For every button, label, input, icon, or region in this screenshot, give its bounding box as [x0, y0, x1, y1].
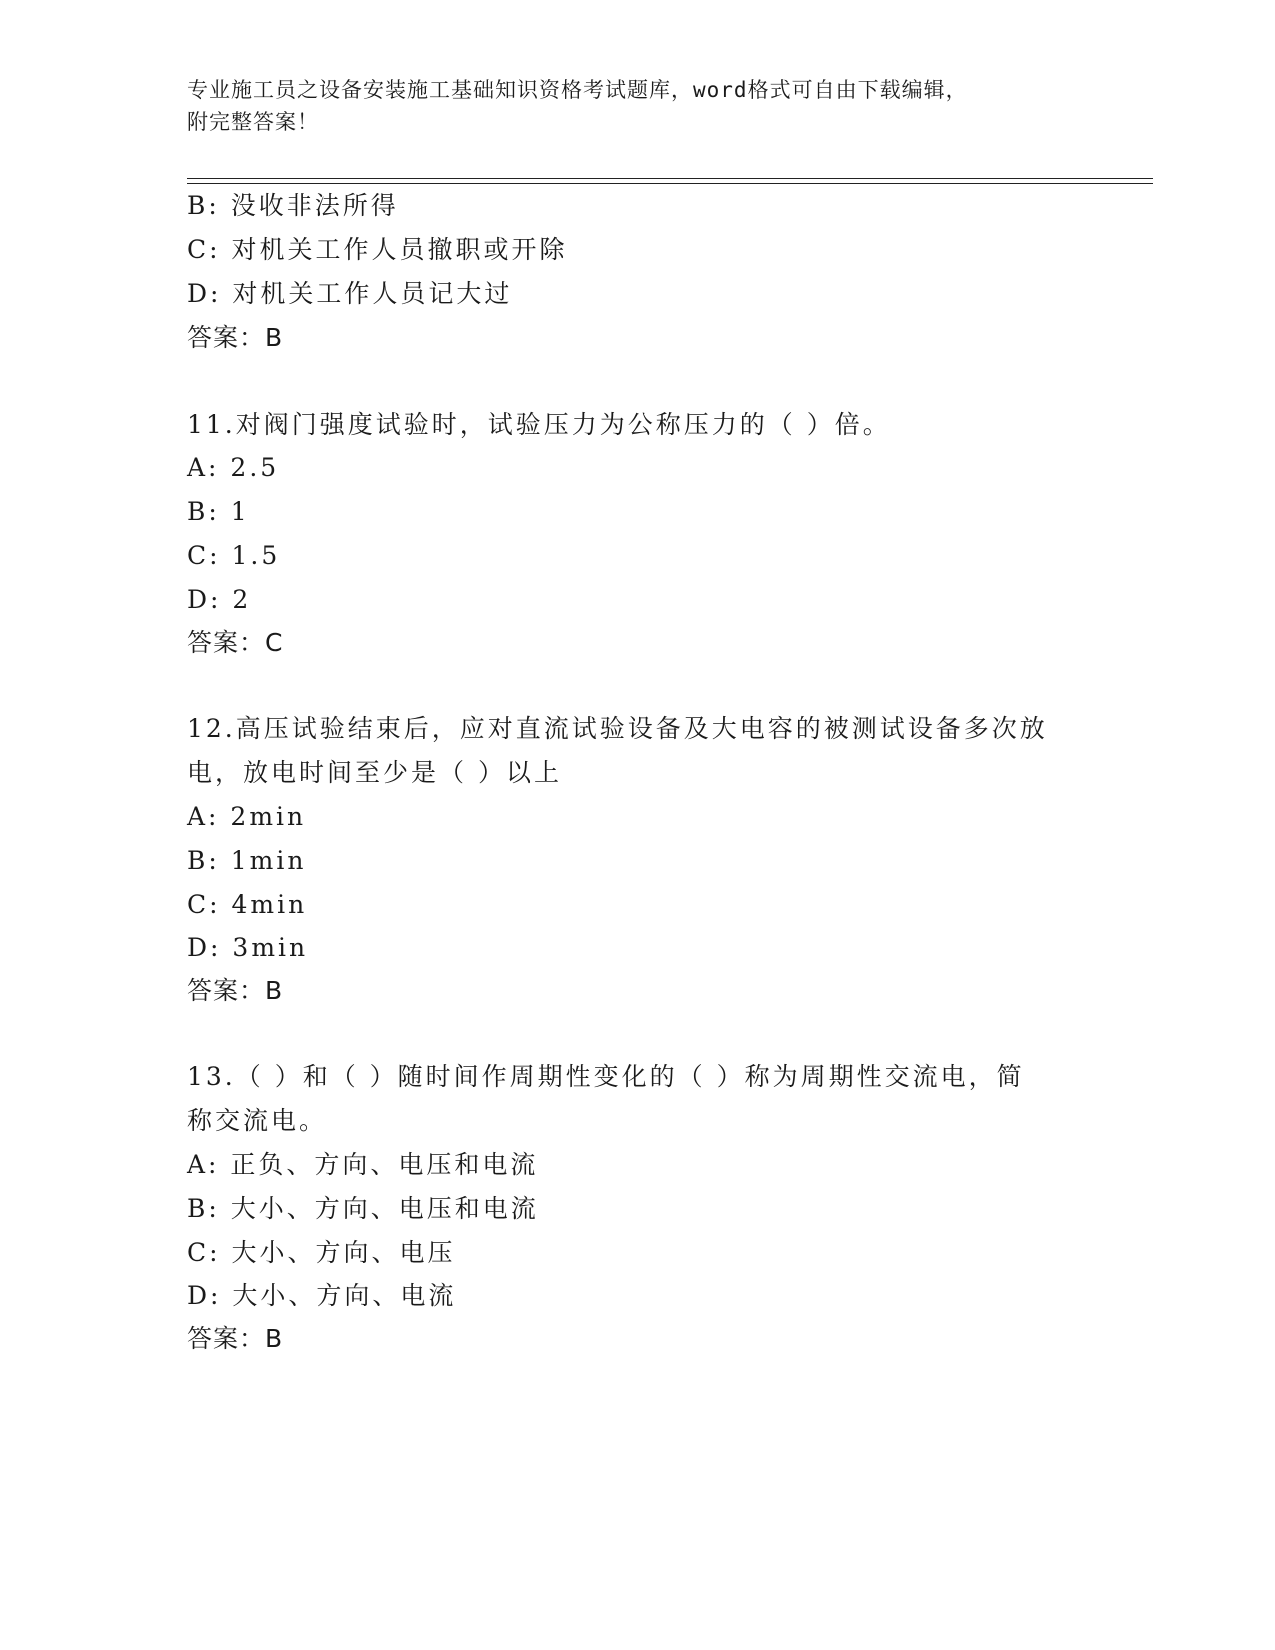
q13-option-b: B: 大小、方向、电压和电流 — [187, 1194, 539, 1223]
q11-option-c: C: 1.5 — [187, 541, 281, 570]
q11-option-a: A: 2.5 — [187, 453, 280, 482]
q12-stem-line-2: 电，放电时间至少是（ ）以上 — [187, 758, 562, 787]
q13-stem-line-1: 13.（ ）和（ ）随时间作周期性变化的（ ）称为周期性交流电，简 — [187, 1062, 1025, 1091]
prev-option-b: B: 没收非法所得 — [187, 191, 399, 220]
q12-option-c: C: 4min — [187, 890, 308, 919]
header-divider-top — [187, 178, 1153, 179]
q13-option-d: D: 大小、方向、电流 — [187, 1281, 457, 1310]
q12-answer: 答案：B — [187, 976, 284, 1005]
prev-answer: 答案：B — [187, 323, 284, 352]
document-header — [187, 74, 1067, 138]
q13-answer: 答案：B — [187, 1324, 284, 1353]
header-divider-bottom — [187, 183, 1153, 184]
q13-option-c: C: 大小、方向、电压 — [187, 1238, 456, 1267]
q11-option-d: D: 2 — [187, 585, 252, 614]
q12-option-b: B: 1min — [187, 846, 307, 875]
header-line-1: 专业施工员之设备安装施工基础知识资格考试题库，word格式可自由下载编辑， — [187, 78, 968, 102]
q13-option-a: A: 正负、方向、电压和电流 — [187, 1150, 539, 1179]
q12-option-a: A: 2min — [187, 802, 307, 831]
prev-option-c: C: 对机关工作人员撤职或开除 — [187, 235, 568, 264]
q11-answer: 答案：C — [187, 628, 284, 657]
q11-stem: 11.对阀门强度试验时，试验压力为公称压力的（ ）倍。 — [187, 410, 891, 439]
header-line-2: 附完整答案！ — [187, 110, 319, 134]
q11-option-b: B: 1 — [187, 497, 250, 526]
q12-option-d: D: 3min — [187, 933, 309, 962]
q12-stem-line-1: 12.高压试验结束后，应对直流试验设备及大电容的被测试设备多次放 — [187, 714, 1048, 743]
prev-option-d: D: 对机关工作人员记大过 — [187, 279, 513, 308]
q13-stem-line-2: 称交流电。 — [187, 1106, 328, 1135]
